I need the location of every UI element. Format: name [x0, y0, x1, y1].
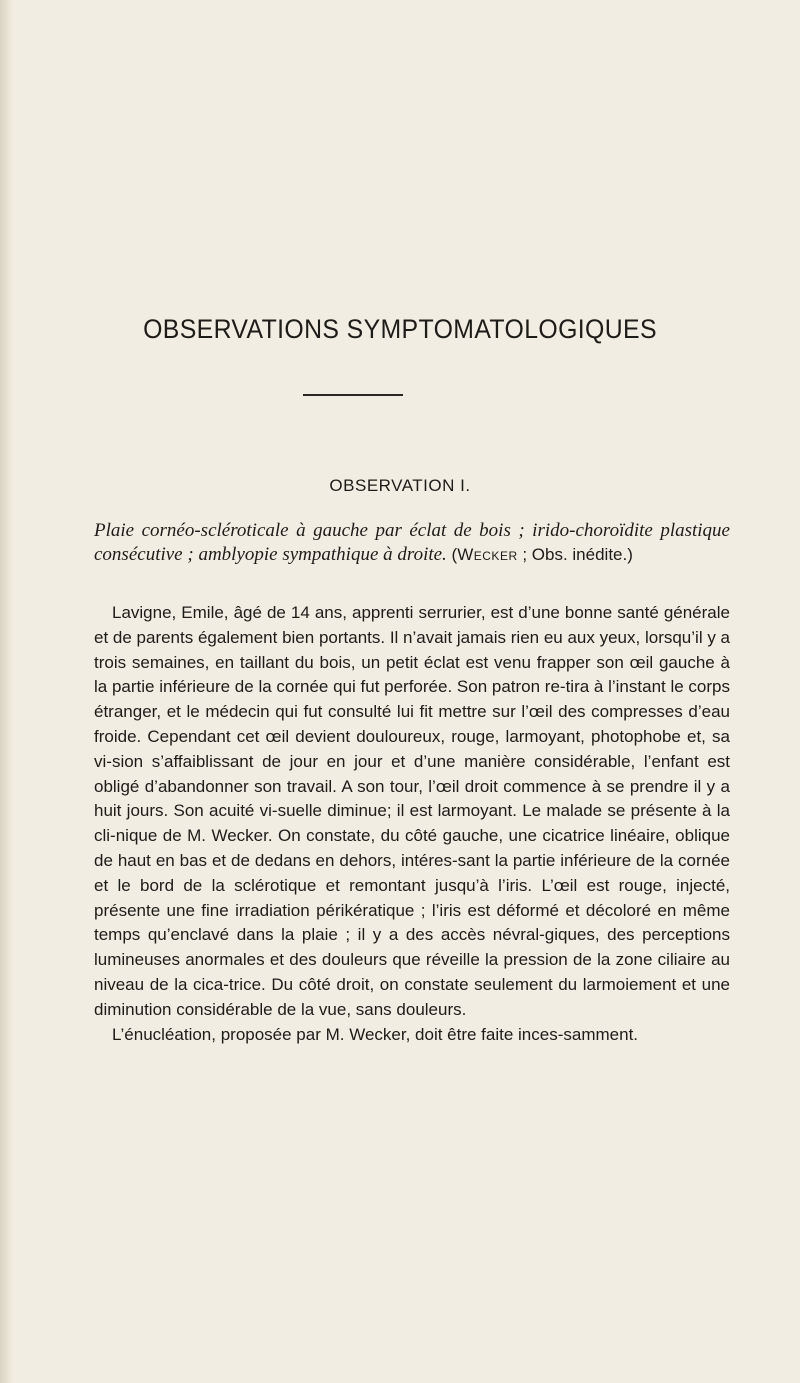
body-paragraph-1: Lavigne, Emile, âgé de 14 ans, apprenti serrurier, est d’une bonne santé générale et de parents également bien portants. Il n’avait jamais rien eu aux yeux, lorsqu’il y a trois semaines, en taillant du bois, un petit éclat est venu frapper son œil gauche à la partie inférieure de la cornée qui fut perforée. Son patron re-tira à l’instant le corps étranger, et le médecin qui fut consulté lui fit mettre sur l’œil des compresses d’eau froide. Cependant cet œil devient douloureux, rouge, larmoyant, photophobe et, sa vi-sion s’affaiblissant de jour en jour et d’une manière considérable, l’enfant est obligé d’abandonner son travail. A son tour, l’œil droit commence à se prendre il y a huit jours. Son acuité vi-suelle diminue; il est larmoyant. Le malade se présente à la cli-nique de M. Wecker. On constate, du côté gauche, une cicatrice linéaire, oblique de haut en bas et de dedans en dehors, intéres-sant la partie inférieure de la cornée et le bord de la sclérotique et remontant jusqu’à l’iris. L’œil est rouge, injecté, présente une fine irradiation périkératique ; l’iris est déformé et décoloré en même temps qu’enclavé dans la plaie ; il y a des accès névral-giques, des perceptions lumineuses anormales et des douleurs que réveille la pression de la zone ciliaire au niveau de la cica-trice. Du côté droit, on constate seulement du larmoiement et une diminution considérable de la vue, sans douleurs.	[94, 603, 730, 1019]
summary-open-paren: (	[451, 545, 458, 564]
page-title: OBSERVATIONS SYMPTOMATOLOGIQUES	[143, 314, 657, 344]
section-divider	[303, 394, 403, 396]
observation-body	[94, 601, 730, 1047]
observation-summary	[94, 519, 730, 567]
summary-author: Wecker	[457, 545, 518, 564]
observation-heading: OBSERVATION I.	[329, 476, 471, 495]
summary-source: ; Obs. inédite.)	[517, 545, 633, 564]
page-edge-shadow	[0, 0, 14, 1383]
body-paragraph-2: L’énucléation, proposée par M. Wecker, doit être faite inces-samment.	[112, 1024, 639, 1044]
summary-italic-text: Plaie cornéo-scléroticale à gauche par éclat de bois ; irido-choroïdite plastique consécutive ; amblyopie sympathique à droite.	[94, 520, 730, 565]
